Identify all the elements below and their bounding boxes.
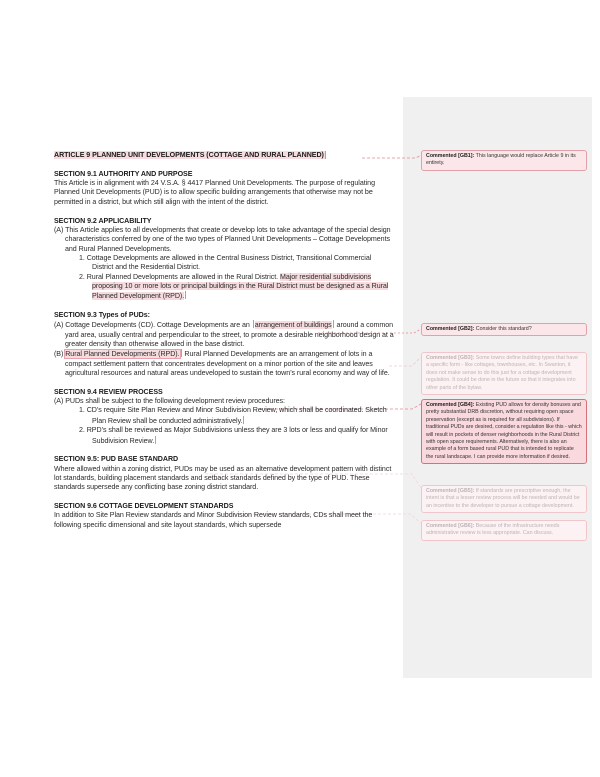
comment-author-label: Commented [GB5]: bbox=[426, 488, 475, 494]
commented-text-gb6: 2. RPD’s shall be reviewed as Major Subdivisions unless they are 3 lots or less and qualify for Minor Subdivision Review. bbox=[79, 426, 388, 445]
section-9-4-item-1[interactable] bbox=[54, 406, 394, 426]
section-9-6-heading: SECTION 9.6 COTTAGE DEVELOPMENT STANDARDS bbox=[54, 502, 234, 510]
comment-author-label: Commented [GB2]: bbox=[426, 326, 475, 332]
commented-text-gb4[interactable]: Rural Planned Developments (RPD). bbox=[65, 350, 180, 359]
section-9-5-heading: SECTION 9.5: PUD BASE STANDARD bbox=[54, 455, 179, 464]
article-title[interactable]: ARTICLE 9 PLANNED UNIT DEVELOPMENTS (COTTAGE AND RURAL PLANNED) bbox=[54, 151, 324, 159]
section-9-1-heading: SECTION 9.1 AUTHORITY AND PURPOSE bbox=[54, 169, 193, 178]
section-9-2-item-1: 1. Cottage Developments are allowed in the Central Business District, Transitional Commercial District and the Residential District. bbox=[79, 253, 372, 272]
commented-text-gb3[interactable]: arrangement of buildings bbox=[254, 321, 332, 330]
comment-gb1[interactable] bbox=[421, 150, 587, 171]
comment-text: If standards are prescriptive enough, the intent is that a lesser review process will be needed and would be an incentive to the developer to pursue a cottage development. bbox=[426, 488, 580, 509]
section-9-4-heading: SECTION 9.4 REVIEW PROCESS bbox=[54, 387, 163, 396]
commented-text-gb2[interactable]: Major residential subdivisions proposing 10 or more lots or principal buildings in the Rural District must be designed as a Rural Planned Development (RPD). bbox=[92, 272, 389, 301]
comment-text: This language would replace Article 9 in its entirety. bbox=[426, 153, 576, 167]
comment-text: Existing PUD allows for density bonuses and pretty substantial DRB discretion, without requiring open space preservation (except as is required for all subdivisions). If traditional PUDs are desired, consider a regulation like this - which will result in pockets of denser neighborhoods in the Rural District with open space requirements. Alternatively, there is also an example of a form based rural PUD that is intended to replicate the rural landscape. I can provide more information if desired. bbox=[426, 402, 582, 460]
comment-author-label: Commented [GB4]: bbox=[426, 402, 475, 408]
section-9-5-body: Where allowed within a zoning district, PUDs may be used as an alternative development pattern with distinct lot standards, building placement standards and setback standards defined by the type of PUD. These standards supersede any conflicting base zoning district standard. bbox=[54, 464, 392, 492]
section-9-4-a: (A) PUDs shall be subject to the following development review procedures: bbox=[54, 397, 285, 406]
section-9-6-body: In addition to Site Plan Review standards and Minor Subdivision Review standards, CDs shall meet the following specific dimensional and site layout standards, which supersede bbox=[54, 511, 373, 529]
document-body bbox=[54, 151, 394, 530]
comment-text: Because of the infrastructure needs administrative review is less appropriate. Can discuss. bbox=[426, 523, 560, 537]
section-9-4-item-2[interactable] bbox=[54, 426, 394, 446]
comment-gb2[interactable] bbox=[421, 323, 587, 336]
comment-gb5[interactable] bbox=[421, 485, 587, 513]
section-9-3-a: (A) Cottage Developments (CD). Cottage Developments are an arrangement of buildings around a common yard area, usually central and perpendicular to the street, to promote a desirable neighborhood design at a greater density than otherwise allowed in the base district. bbox=[54, 321, 394, 349]
section-9-2-a: (A) This Article applies to all developments that create or develop lots to take advantage of the special design characteristics conferred by one of the two types of Planned Unit Developments – Cottage Developments and Rural Planned Developments. bbox=[54, 225, 391, 253]
comment-author-label: Commented [GB3]: bbox=[426, 355, 475, 361]
comment-author-label: Commented [GB6]: bbox=[426, 523, 475, 529]
section-9-2-item-2: 2. Rural Planned Developments are allowed in the Rural District. Major residential subdivisions proposing 10 or more lots or principal buildings in the Rural District must be designed as a Rural Planned Development (RPD). bbox=[79, 272, 389, 301]
section-9-2-heading: SECTION 9.2 APPLICABILITY bbox=[54, 216, 152, 225]
comment-text: Consider this standard? bbox=[474, 326, 532, 332]
section-9-1-body: This Article is in alignment with 24 V.S.A. § 4417 Planned Unit Developments. The purpose of regulating Planned Unit Developments (PUD) is to allow specific building arrangements that otherwise may not be permitted in a district, but which still align with the intent of the district. bbox=[54, 179, 375, 206]
section-9-3-b: (B) Rural Planned Developments (RPD). Rural Planned Developments are an arrangement of lots in a compact settlement pattern that concentrates development on a minor portion of the site and leaves agricultural resources and natural areas undeveloped to sustain the town’s rural economy and way of life. bbox=[54, 350, 390, 378]
section-9-3-heading: SECTION 9.3 Types of PUDs: bbox=[54, 310, 150, 319]
commented-text-gb5: 1. CD’s require Site Plan Review and Minor Subdivision Review, which shall be coordinated. Sketch Plan Review shall be conducted administratively. bbox=[79, 406, 387, 425]
comment-gb6[interactable] bbox=[421, 520, 587, 541]
comment-text: Some towns define building types that have a specific form - like cottages, townhouses, etc. In Swanton, it does not make sense to do this just for a cottage development regulation. It could be done in the future so that it integrates into other parts of the bylaw. bbox=[426, 355, 578, 391]
comment-gb4[interactable] bbox=[421, 399, 587, 464]
comment-gb3[interactable] bbox=[421, 352, 587, 395]
comment-author-label: Commented [GB1]: bbox=[426, 153, 475, 159]
